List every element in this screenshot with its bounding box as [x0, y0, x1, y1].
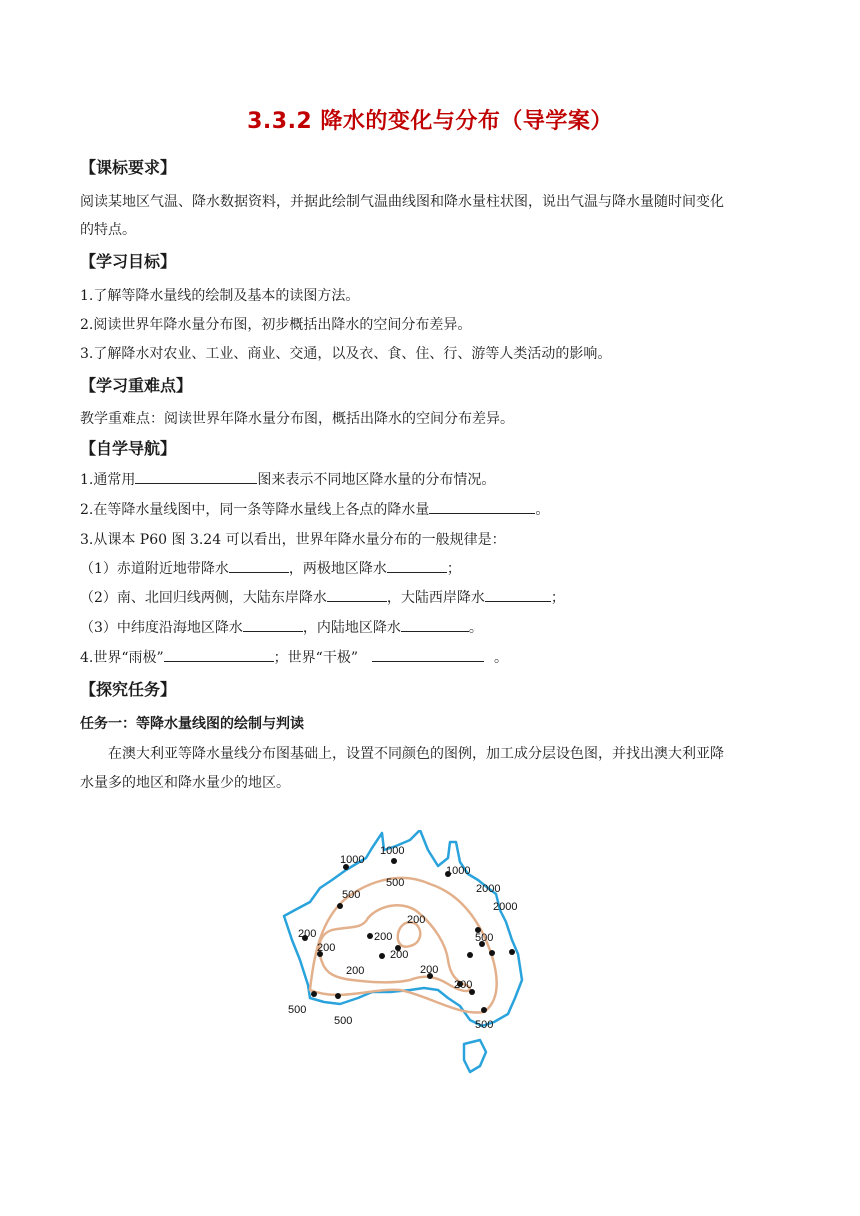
answer-blank[interactable] — [243, 619, 303, 632]
question-4 — [80, 647, 508, 667]
question-text: 。 — [494, 650, 508, 666]
answer-blank[interactable] — [429, 501, 535, 514]
heading-self-study: 【自学导航】 — [80, 439, 177, 458]
answer-blank[interactable] — [164, 649, 274, 662]
curriculum-text-2: 的特点。 — [80, 222, 136, 238]
question-1 — [80, 469, 495, 489]
isohyet-value-label: 200 — [317, 942, 336, 954]
answer-blank[interactable] — [327, 589, 387, 602]
question-text: （2）南、北回归线两侧，大陆东岸降水 — [80, 590, 327, 606]
sample-point-dot — [367, 933, 373, 939]
question-3-2 — [80, 587, 565, 607]
question-2-suffix: 。 — [535, 502, 550, 518]
question-1-prefix: 1.通常用 — [80, 472, 136, 488]
tasmania-coastline — [464, 1040, 486, 1072]
key-points-text: 教学重难点：阅读世界年降水量分布图，概括出降水的空间分布差异。 — [80, 411, 514, 427]
answer-blank[interactable] — [372, 649, 484, 662]
objective-item-3: 3.了解降水对农业、工业、商业、交通，以及衣、食、住、行、游等人类活动的影响。 — [80, 346, 612, 362]
question-2 — [80, 499, 549, 519]
australia-isohyet-map — [270, 830, 540, 1080]
heading-objectives: 【学习目标】 — [80, 252, 177, 271]
isohyet-value-label: 500 — [386, 877, 405, 889]
curriculum-text-1: 阅读某地区气温、降水数据资料，并据此绘制气温曲线图和降水量柱状图，说出气温与降水量随时间变化 — [80, 194, 724, 210]
isohyet-value-label: 200 — [390, 949, 409, 961]
sample-point-dot — [467, 952, 473, 958]
sample-point-dot — [391, 858, 397, 864]
answer-blank[interactable] — [387, 560, 447, 573]
isohyet-value-label: 2000 — [476, 883, 501, 895]
question-text: 。 — [468, 620, 483, 636]
question-2-prefix: 2.在等降水量线图中，同一条等降水量线上各点的降水量 — [80, 502, 430, 518]
isohyet-value-label: 500 — [342, 889, 361, 901]
question-text: ；世界“干极” — [273, 650, 358, 666]
sample-point-dot — [489, 950, 495, 956]
sample-point-dot — [509, 949, 515, 955]
answer-blank[interactable] — [229, 560, 289, 573]
isohyet-value-label: 200 — [346, 965, 365, 977]
objective-item-2: 2.阅读世界年降水量分布图，初步概括出降水的空间分布差异。 — [80, 317, 472, 333]
isohyet-value-label: 200 — [454, 979, 473, 991]
question-1-suffix: 图来表示不同地区降水量的分布情况。 — [257, 472, 496, 488]
question-text: ，大陆西岸降水 — [386, 590, 485, 606]
objective-item-1: 1.了解等降水量线的绘制及基本的读图方法。 — [80, 288, 360, 304]
heading-explore: 【探究任务】 — [80, 680, 177, 699]
question-3: 3.从课本 P60 图 3.24 可以看出，世界年降水量分布的一般规律是： — [80, 532, 506, 548]
isohyet-value-label: 500 — [334, 1015, 353, 1027]
isohyet-value-label: 500 — [288, 1004, 307, 1016]
australia-coastline — [284, 830, 522, 1026]
sample-point-dot — [311, 991, 317, 997]
question-3-3 — [80, 617, 483, 637]
isohyet-value-label: 500 — [475, 932, 494, 944]
page-title: 3.3.2 降水的变化与分布（导学案） — [247, 109, 613, 134]
question-text: 4.世界“雨极” — [80, 650, 164, 666]
heading-curriculum: 【课标要求】 — [80, 158, 177, 177]
task-1-paragraph-1: 在澳大利亚等降水量线分布图基础上，设置不同颜色的图例，加工成分层设色图，并找出澳大利亚降 — [108, 746, 724, 762]
isohyet-value-label: 500 — [475, 1019, 494, 1031]
sample-point-dot — [379, 953, 385, 959]
sample-point-dot — [337, 903, 343, 909]
question-text: ； — [550, 590, 565, 606]
isohyet-value-label: 2000 — [493, 901, 518, 913]
isohyet-value-label: 200 — [298, 928, 317, 940]
isohyet-value-label: 1000 — [446, 865, 471, 877]
answer-blank[interactable] — [485, 589, 551, 602]
isohyet-value-label: 200 — [374, 931, 393, 943]
isohyet-value-label: 1000 — [380, 845, 405, 857]
answer-blank[interactable] — [135, 471, 257, 484]
isohyet-value-label: 1000 — [340, 854, 365, 866]
question-text: （3）中纬度沿海地区降水 — [80, 620, 243, 636]
question-text: ； — [446, 561, 461, 577]
question-text: （1）赤道附近地带降水 — [80, 561, 229, 577]
isohyet-value-label: 200 — [407, 914, 426, 926]
isohyet-value-label: 200 — [420, 964, 439, 976]
heading-key-points: 【学习重难点】 — [80, 376, 193, 395]
question-text: ，内陆地区降水 — [302, 620, 401, 636]
task-1-title: 任务一：等降水量线图的绘制与判读 — [80, 716, 304, 732]
sample-point-dot — [335, 993, 341, 999]
sample-point-dot — [481, 1007, 487, 1013]
question-3-1 — [80, 558, 461, 578]
question-text: ，两极地区降水 — [288, 561, 387, 577]
task-1-paragraph-2: 水量多的地区和降水量少的地区。 — [80, 775, 290, 791]
answer-blank[interactable] — [401, 619, 469, 632]
